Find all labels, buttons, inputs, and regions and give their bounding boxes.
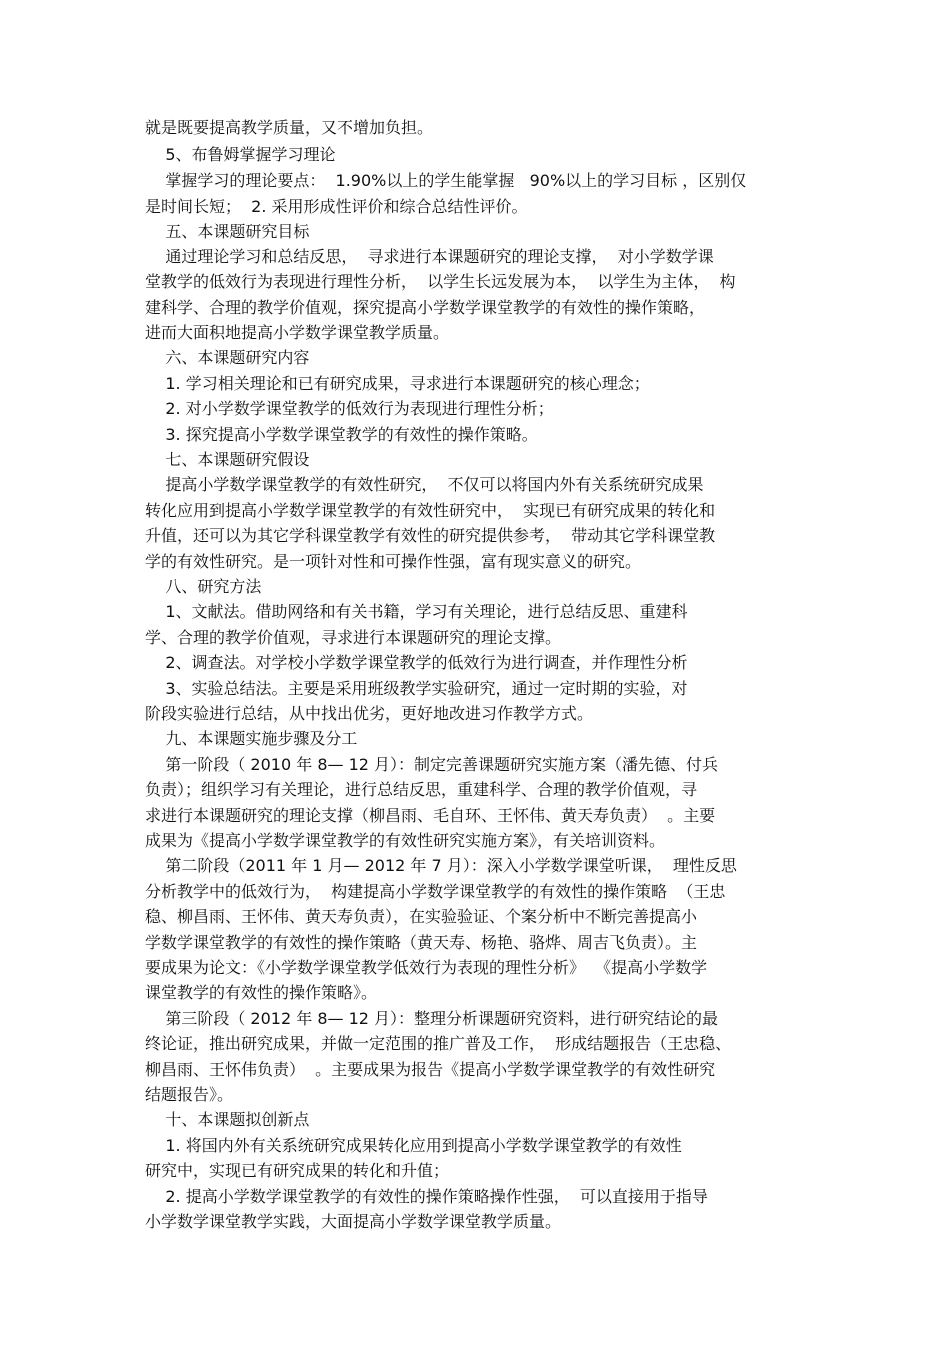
text-line: 要成果为论文：《小学数学课堂教学低效行为表现的理性分析》 《提高小学数学 [145,958,708,977]
text-line: 1、文献法。借助网络和有关书籍，学习有关理论，进行总结反思、重建科 [145,602,688,621]
text-line: 第三阶段（ 2012 年 8— 12 月）：整理分析课题研究资料，进行研究结论的最 [145,1009,719,1028]
text-line: 七、本课题研究假设 [145,450,310,469]
text-line: 2. 对小学数学课堂教学的低效行为表现进行理性分析； [145,399,554,418]
text-line: 终论证，推出研究成果，并做一定范围的推广普及工作， 形成结题报告（王忠稳、 [145,1034,732,1053]
text-line: 结题报告》。 [145,1085,234,1104]
text-line: 1. 将国内外有关系统研究成果转化应用到提高小学数学课堂教学的有效性 [145,1136,682,1155]
text-line: 十、本课题拟创新点 [145,1110,310,1129]
text-line: 课堂教学的有效性的操作策略》。 [145,983,378,1002]
text-line: 第一阶段（ 2010 年 8— 12 月）：制定完善课题研究实施方案（潘先德、付兵 [145,755,719,774]
text-line: 第二阶段（2011 年 1 月— 2012 年 7 月）：深入小学数学课堂听课， 理性反思 [145,856,737,875]
text-line: 六、本课题研究内容 [145,348,310,367]
text-line: 九、本课题实施步骤及分工 [145,729,358,748]
text-line: 柳昌雨、王怀伟负责） 。主要成果为报告《提高小学数学课堂教学的有效性研究 [145,1060,716,1079]
text-line: 成果为《提高小学数学课堂教学的有效性研究实施方案》，有关培训资料。 [145,831,666,850]
text-line: 掌握学习的理论要点： 1.90%以上的学生能掌握 90%以上的学习目标 ，区别仅 [145,171,747,190]
text-line: 提高小学数学课堂教学的有效性研究， 不仅可以将国内外有关系统研究成果 [145,475,704,494]
text-line: 学的有效性研究。是一项针对性和可操作性强，富有现实意义的研究。 [145,552,642,571]
text-line: 1. 学习相关理论和已有研究成果，寻求进行本课题研究的核心理念； [145,374,650,393]
text-line: 研究中，实现已有研究成果的转化和升值； [145,1161,450,1180]
text-line: 堂教学的低效行为表现进行理性分析， 以学生长远发展为本， 以学生为主体， 构 [145,272,736,291]
text-line: 八、研究方法 [145,577,262,596]
text-line: 小学数学课堂教学实践，大面提高小学数学课堂教学质量。 [145,1212,562,1231]
text-line: 2、调查法。对学校小学数学课堂教学的低效行为进行调查，并作理性分析 [145,653,688,672]
text-line: 5、布鲁姆掌握学习理论 [145,145,336,164]
text-line: 学数学课堂教学的有效性的操作策略（黄天寿、杨艳、骆烨、周吉飞负责）。主 [145,933,698,952]
text-line: 升值，还可以为其它学科课堂教学有效性的研究提供参考， 带动其它学科课堂教 [145,526,716,545]
text-line: 就是既要提高教学质量，又不增加负担。 [145,118,434,137]
text-line: 是时间长短； 2. 采用形成性评价和综合总结性评价。 [145,197,528,216]
text-line: 分析教学中的低效行为， 构建提高小学数学课堂教学的有效性的操作策略 （王忠 [145,882,726,901]
text-line: 负责）；组织学习有关理论，进行总结反思，重建科学、合理的教学价值观，寻 [145,780,698,799]
text-line: 求进行本课题研究的理论支撑（柳昌雨、毛自环、王怀伟、黄天寿负责） 。主要 [145,806,716,825]
text-line: 进而大面积地提高小学数学课堂教学质量。 [145,323,450,342]
text-line: 阶段实验进行总结，从中找出优劣，更好地改进习作教学方式。 [145,704,594,723]
text-line: 通过理论学习和总结反思， 寻求进行本课题研究的理论支撑， 对小学数学课 [145,247,714,266]
text-line: 2. 提高小学数学课堂教学的有效性的操作策略操作性强， 可以直接用于指导 [145,1187,708,1206]
text-line: 建科学、合理的教学价值观，探究提高小学数学课堂教学的有效性的操作策略， [145,298,706,317]
text-line: 五、本课题研究目标 [145,222,310,241]
text-line: 3、实验总结法。主要是采用班级教学实验研究，通过一定时期的实验，对 [145,679,688,698]
text-line: 3. 探究提高小学数学课堂教学的有效性的操作策略。 [145,425,538,444]
text-line: 学、合理的教学价值观，寻求进行本课题研究的理论支撑。 [145,628,562,647]
text-line: 稳、柳昌雨、王怀伟、黄天寿负责），在实验验证、个案分析中不断完善提高小 [145,907,698,926]
text-line: 转化应用到提高小学数学课堂教学的有效性研究中， 实现已有研究成果的转化和 [145,501,716,520]
